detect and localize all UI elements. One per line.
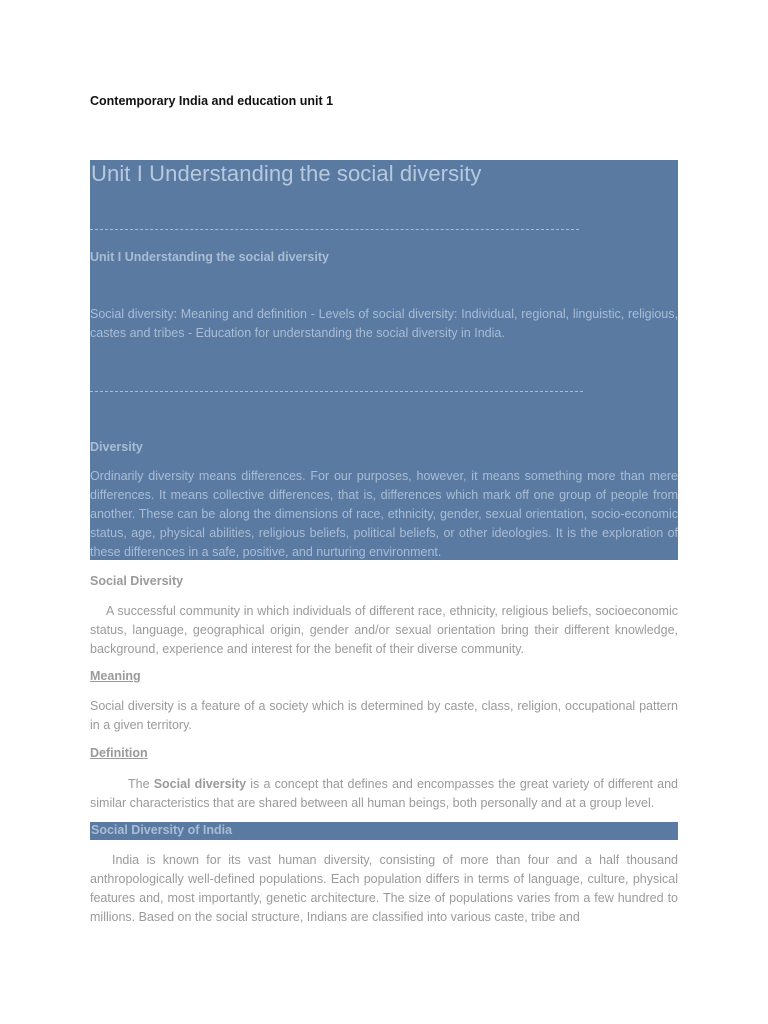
meaning-paragraph: Social diversity is a feature of a society which is determined by caste, class, religion, occupational pattern in a given territory. <box>90 699 678 732</box>
india-heading: Social Diversity of India <box>91 823 233 837</box>
unit-subheading: Unit I Understanding the social diversity <box>90 250 329 264</box>
highlighted-section <box>90 160 678 560</box>
meaning-heading: Meaning <box>90 669 141 683</box>
unit-title: Unit I Understanding the social diversity <box>91 161 482 186</box>
dashed-divider <box>90 391 583 392</box>
dashed-divider <box>90 229 579 230</box>
document-header: Contemporary India and education unit 1 <box>90 94 334 108</box>
definition-paragraph: The Social diversity is a concept that defines and encompasses the great variety of different and similar characteristics that are shared between all human beings, both personally and at a group level. <box>90 777 678 810</box>
social-diversity-paragraph: A successful community in which individuals of different race, ethnicity, religious beliefs, socioeconomic status, language, geographical origin, gender and/or sexual orientation bring their different knowledge, background, experience and interest for the benefit of their diverse community. <box>90 604 678 656</box>
syllabus-paragraph: Social diversity: Meaning and definition - Levels of social diversity: Individual, regional, linguistic, religious, castes and tribes - Education for understanding the social diversity in India. <box>90 307 678 340</box>
definition-term: Social diversity <box>153 777 247 791</box>
india-heading-bar <box>90 822 678 840</box>
social-diversity-heading: Social Diversity <box>90 574 184 588</box>
diversity-paragraph: Ordinarily diversity means differences. For our purposes, however, it means something more than mere differences. It means collective differences, that is, differences which mark off one group of people from another. These can be along the dimensions of race, ethnicity, gender, sexual orientation, socio-economic status, age, physical abilities, religious beliefs, political beliefs, or other ideologies. It is the exploration of these differences in a safe, positive, and nurturing environment. <box>90 469 678 559</box>
india-paragraph: India is known for its vast human diversity, consisting of more than four and a half thousand anthropologically well-defined populations. Each population differs in terms of language, culture, physical features and, most importantly, genetic architecture. The size of populations varies from a few hundred to millions. Based on the social structure, Indians are classified into various caste, tribe and <box>90 853 678 924</box>
definition-heading: Definition <box>90 746 148 760</box>
diversity-heading: Diversity <box>90 440 143 454</box>
